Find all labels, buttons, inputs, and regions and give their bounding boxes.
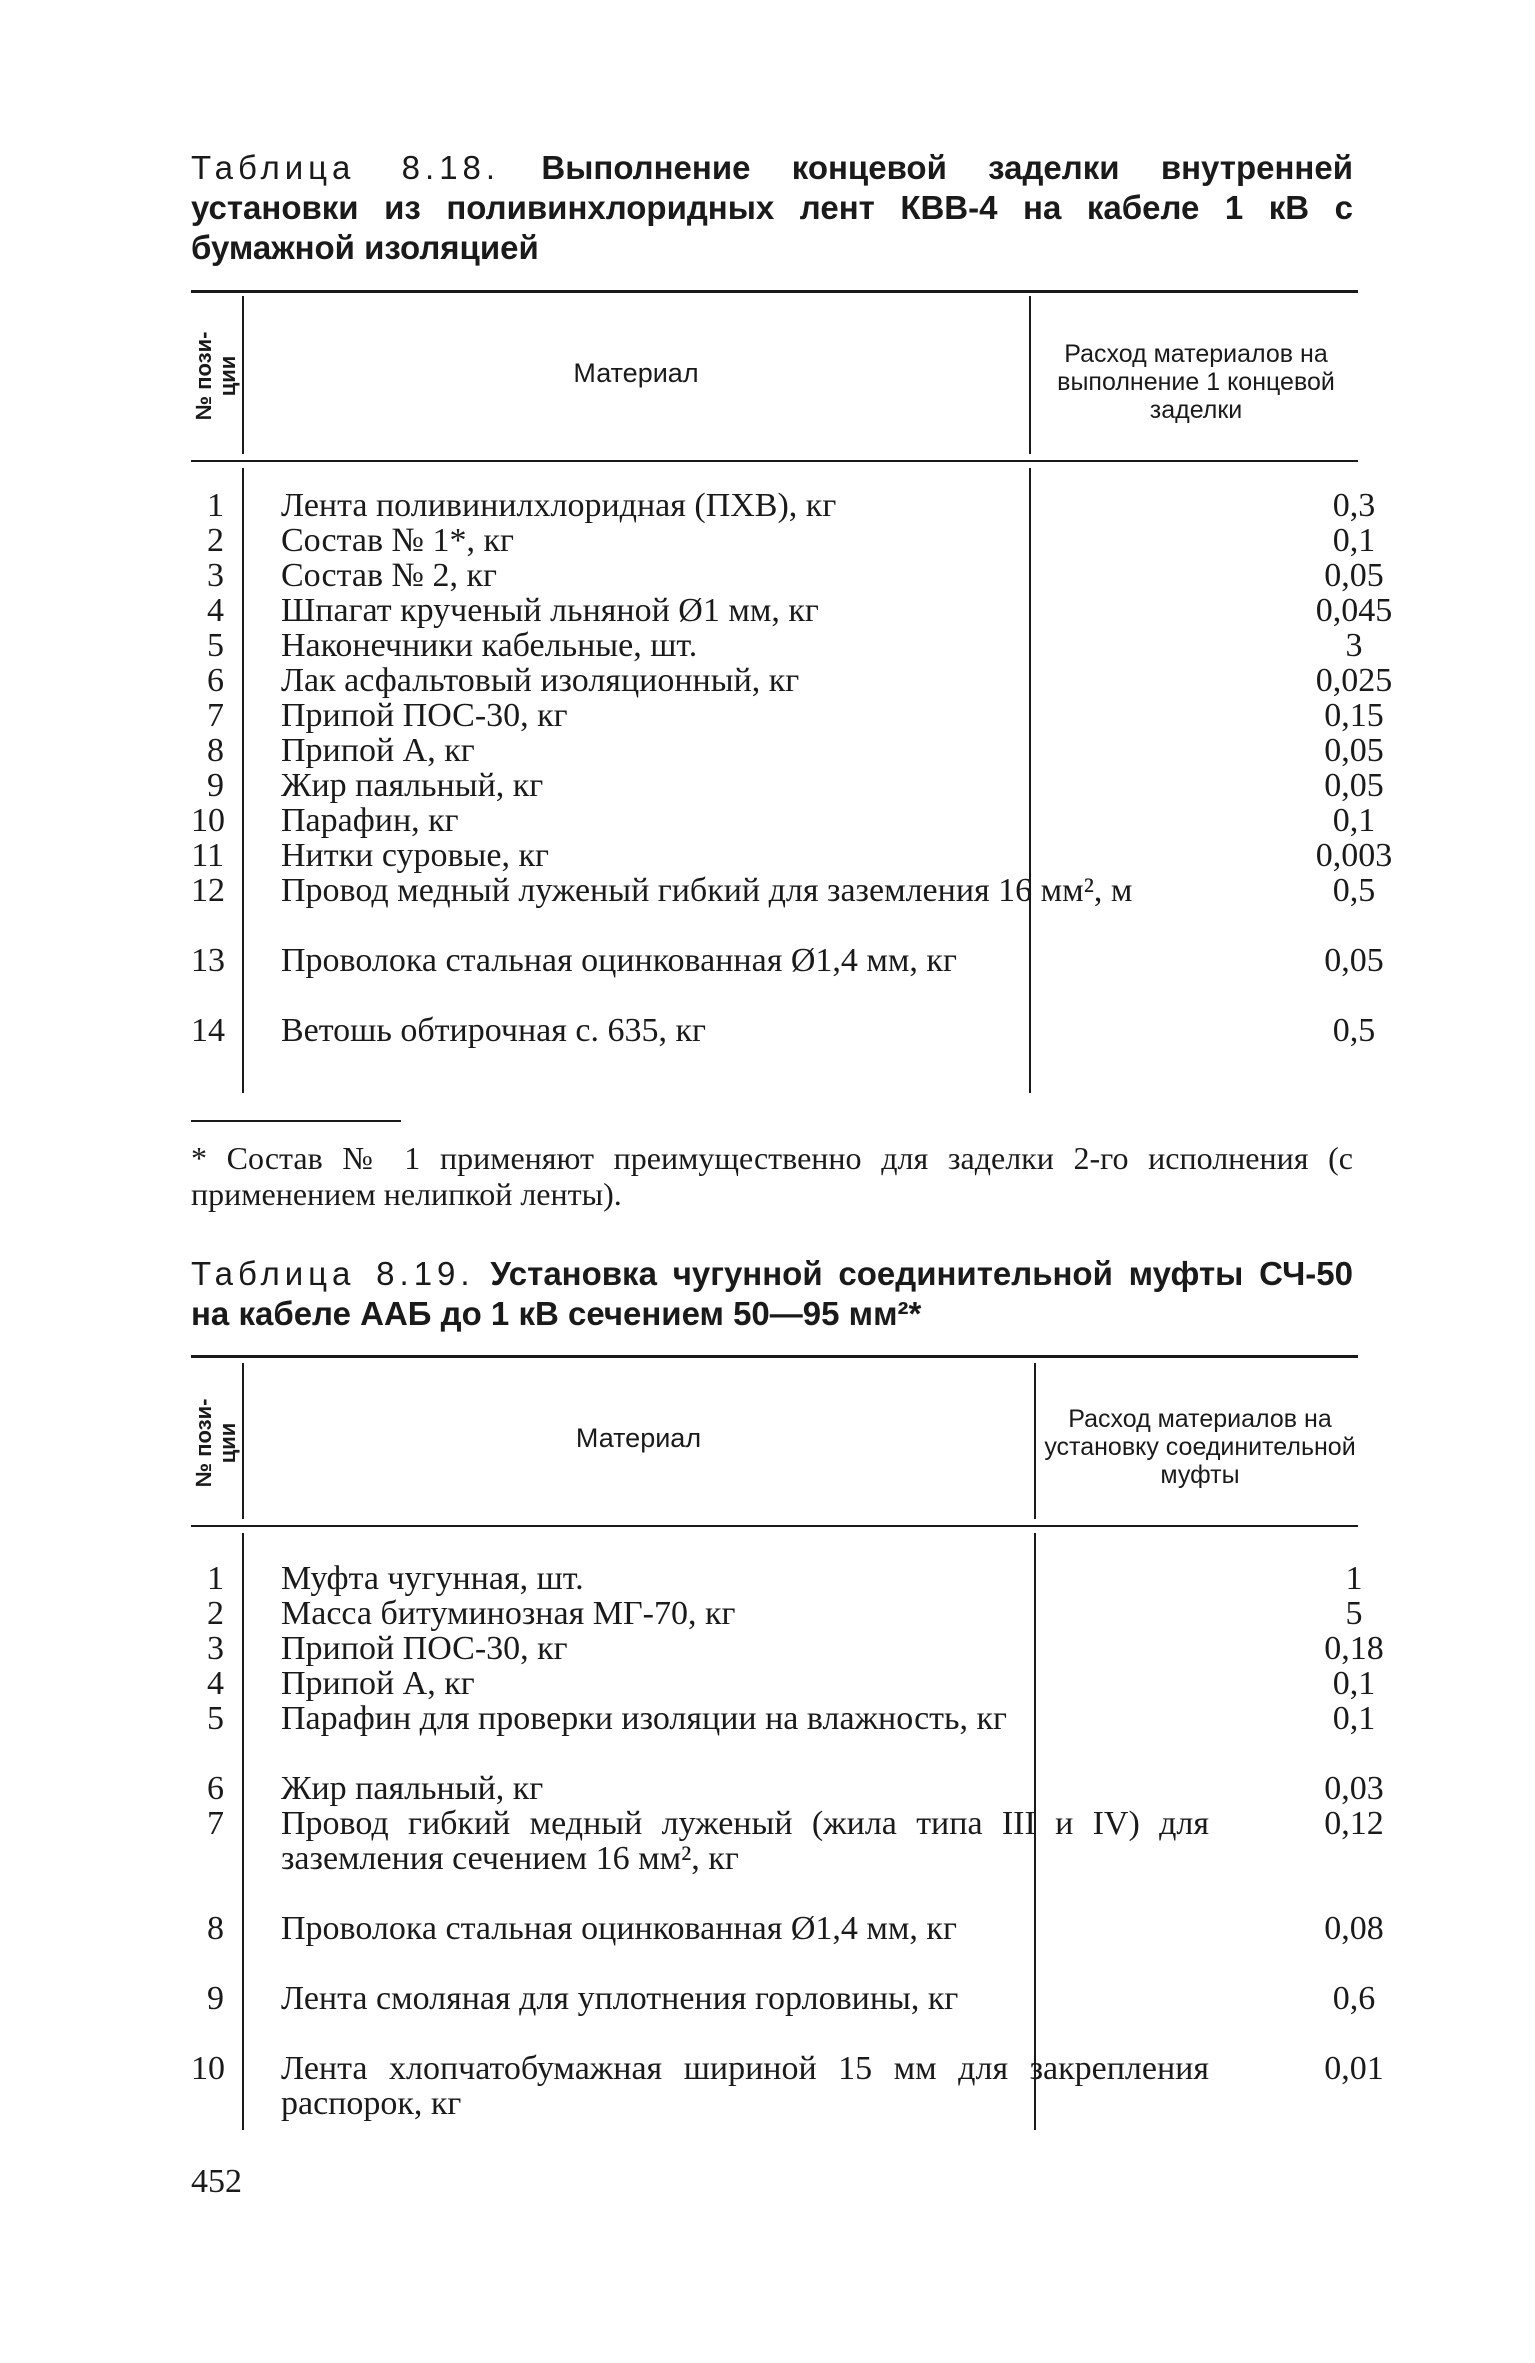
row-material: Наконечники кабельные, шт. bbox=[281, 627, 698, 664]
header-position-number: № пози- ции bbox=[191, 331, 240, 421]
row-position-number: 4 bbox=[207, 1665, 224, 1702]
row-consumption: 5 bbox=[1345, 1595, 1363, 1632]
table-row bbox=[191, 872, 1376, 943]
header-consumption: Расход материалов на выполнение 1 концевой заделки bbox=[1057, 340, 1335, 424]
table-row bbox=[191, 1770, 1384, 1807]
table-header-rule bbox=[191, 1525, 1358, 1527]
table-caption bbox=[191, 1254, 1353, 1334]
row-position-number: 4 bbox=[207, 592, 224, 629]
table-row bbox=[191, 1630, 1384, 1667]
row-material: Муфта чугунная, шт. bbox=[281, 1560, 584, 1597]
row-consumption: 0,05 bbox=[1324, 732, 1384, 769]
row-position-number: 3 bbox=[207, 557, 224, 594]
row-consumption: 0,5 bbox=[1332, 872, 1376, 909]
row-position-number: 6 bbox=[207, 662, 224, 699]
table-8-18 bbox=[191, 290, 1393, 1100]
row-position-number: 8 bbox=[207, 732, 224, 769]
row-consumption: 0,1 bbox=[1332, 522, 1376, 559]
table-row bbox=[191, 1700, 1376, 1771]
row-consumption: 0,18 bbox=[1324, 1630, 1384, 1667]
row-consumption: 0,3 bbox=[1332, 487, 1376, 524]
row-position-number: 5 bbox=[207, 627, 224, 664]
row-position-number: 14 bbox=[191, 1012, 225, 1049]
table-top-rule bbox=[191, 1355, 1358, 1358]
table-8-19 bbox=[191, 1355, 1384, 2135]
column-divider bbox=[242, 296, 244, 454]
table-row bbox=[191, 1980, 1376, 2051]
row-consumption: 0,12 bbox=[1324, 1805, 1384, 1842]
row-consumption: 0,01 bbox=[1324, 2050, 1384, 2087]
row-material: Состав № 1*, кг bbox=[281, 522, 514, 559]
row-position-number: 5 bbox=[207, 1700, 224, 1737]
row-material: Провод гибкий медный луженый (жила типа III и IV) для заземления сечением 16 мм², кг bbox=[281, 1805, 1209, 1877]
row-position-number: 9 bbox=[207, 767, 224, 804]
row-consumption: 0,08 bbox=[1324, 1910, 1384, 1947]
table-row bbox=[191, 837, 1393, 874]
table-row bbox=[191, 522, 1376, 559]
table-row bbox=[191, 487, 1376, 524]
table-row bbox=[191, 627, 1363, 664]
row-material: Шпагат крученый льняной Ø1 мм, кг bbox=[281, 592, 819, 629]
table-row bbox=[191, 557, 1384, 594]
row-position-number: 8 bbox=[207, 1910, 224, 1947]
table-row bbox=[191, 1595, 1363, 1632]
header-material: Материал bbox=[573, 358, 699, 388]
row-material: Припой А, кг bbox=[281, 732, 475, 769]
row-material: Парафин, кг bbox=[281, 802, 459, 839]
row-consumption: 0,045 bbox=[1315, 592, 1393, 629]
row-material: Провод медный луженый гибкий для заземления 16 мм², м bbox=[281, 872, 1133, 909]
row-material: Припой А, кг bbox=[281, 1665, 475, 1702]
table-caption-label: Таблица 8.18. bbox=[191, 149, 501, 186]
page-number: 452 bbox=[191, 2163, 242, 2200]
table-caption-text: Установка чугунной соединительной муфты СЧ-50 на кабеле ААБ до 1 кВ сечением 50—95 мм²* bbox=[191, 1255, 1353, 1332]
column-divider bbox=[1034, 1363, 1036, 1519]
row-material: Лента хлопчатобумажная шириной 15 мм для закрепления распорок, кг bbox=[281, 2050, 1209, 2122]
row-material: Ветошь обтирочная с. 635, кг bbox=[281, 1012, 706, 1049]
row-consumption: 0,1 bbox=[1332, 1665, 1376, 1702]
table-row bbox=[191, 942, 1384, 1013]
row-position-number: 2 bbox=[207, 522, 224, 559]
row-consumption: 0,05 bbox=[1324, 767, 1384, 804]
row-position-number: 10 bbox=[191, 2050, 225, 2087]
row-consumption: 0,5 bbox=[1332, 1012, 1376, 1049]
header-position-number: № пози- ции bbox=[191, 1398, 240, 1488]
row-consumption: 0,003 bbox=[1315, 837, 1393, 874]
row-material: Лак асфальтовый изоляционный, кг bbox=[281, 662, 800, 699]
row-consumption: 0,05 bbox=[1324, 942, 1384, 979]
footnote: * Состав № 1 применяют преимущественно для заделки 2-го исполнения (с применением нелипкой ленты). bbox=[191, 1140, 1353, 1212]
row-position-number: 1 bbox=[207, 487, 224, 524]
row-position-number: 12 bbox=[191, 872, 225, 909]
table-row bbox=[191, 802, 1376, 839]
table-row bbox=[191, 1805, 1384, 1911]
row-material: Лента поливинилхлоридная (ПХВ), кг bbox=[281, 487, 837, 524]
row-position-number: 11 bbox=[191, 837, 224, 874]
row-position-number: 10 bbox=[191, 802, 225, 839]
row-material: Парафин для проверки изоляции на влажность, кг bbox=[281, 1700, 1007, 1737]
row-consumption: 0,05 bbox=[1324, 557, 1384, 594]
table-caption-text: Выполнение концевой заделки внутренней установки из поливинхлоридных лент КВВ-4 на кабеле 1 кВ с бумажной изоляцией bbox=[191, 149, 1353, 266]
table-caption bbox=[191, 148, 1353, 268]
row-material: Масса битуминозная МГ-70, кг bbox=[281, 1595, 736, 1632]
row-consumption: 0,6 bbox=[1332, 1980, 1376, 2017]
row-consumption: 0,03 bbox=[1324, 1770, 1384, 1807]
row-position-number: 9 bbox=[207, 1980, 224, 2017]
table-row bbox=[191, 592, 1393, 629]
row-consumption: 3 bbox=[1345, 627, 1363, 664]
table-row bbox=[191, 662, 1393, 699]
row-material: Жир паяльный, кг bbox=[281, 1770, 544, 1807]
table-row bbox=[191, 1560, 1363, 1597]
header-material: Материал bbox=[575, 1423, 702, 1453]
table-row bbox=[191, 767, 1384, 804]
row-position-number: 13 bbox=[191, 942, 225, 979]
row-position-number: 2 bbox=[207, 1595, 224, 1632]
row-position-number: 6 bbox=[207, 1770, 224, 1807]
row-position-number: 3 bbox=[207, 1630, 224, 1667]
table-row bbox=[191, 732, 1384, 769]
row-material: Проволока стальная оцинкованная Ø1,4 мм, кг bbox=[281, 1910, 957, 1947]
row-consumption: 0,1 bbox=[1332, 802, 1376, 839]
row-material: Лента смоляная для уплотнения горловины, кг bbox=[281, 1980, 959, 2017]
column-divider bbox=[1029, 296, 1031, 454]
row-consumption: 0,025 bbox=[1315, 662, 1393, 699]
table-header-rule bbox=[191, 460, 1358, 462]
table-row bbox=[191, 1012, 1376, 1049]
table-row bbox=[191, 697, 1384, 734]
footnote-rule bbox=[191, 1120, 401, 1122]
row-material: Проволока стальная оцинкованная Ø1,4 мм, кг bbox=[281, 942, 957, 979]
row-consumption: 1 bbox=[1345, 1560, 1363, 1597]
table-caption-label: Таблица 8.19. bbox=[191, 1255, 475, 1292]
row-material: Припой ПОС-30, кг bbox=[281, 1630, 568, 1667]
row-position-number: 1 bbox=[207, 1560, 224, 1597]
row-consumption: 0,1 bbox=[1332, 1700, 1376, 1737]
row-material: Жир паяльный, кг bbox=[281, 767, 544, 804]
column-divider bbox=[242, 1363, 244, 1519]
table-row bbox=[191, 1665, 1376, 1702]
header-consumption: Расход материалов на установку соединительной муфты bbox=[1044, 1405, 1356, 1489]
row-material: Припой ПОС-30, кг bbox=[281, 697, 568, 734]
table-top-rule bbox=[191, 290, 1358, 293]
row-position-number: 7 bbox=[207, 1805, 224, 1842]
row-material: Состав № 2, кг bbox=[281, 557, 497, 594]
row-position-number: 7 bbox=[207, 697, 224, 734]
row-material: Нитки суровые, кг bbox=[281, 837, 549, 874]
table-row bbox=[191, 1910, 1384, 1981]
table-row bbox=[191, 2050, 1384, 2122]
row-consumption: 0,15 bbox=[1324, 697, 1384, 734]
